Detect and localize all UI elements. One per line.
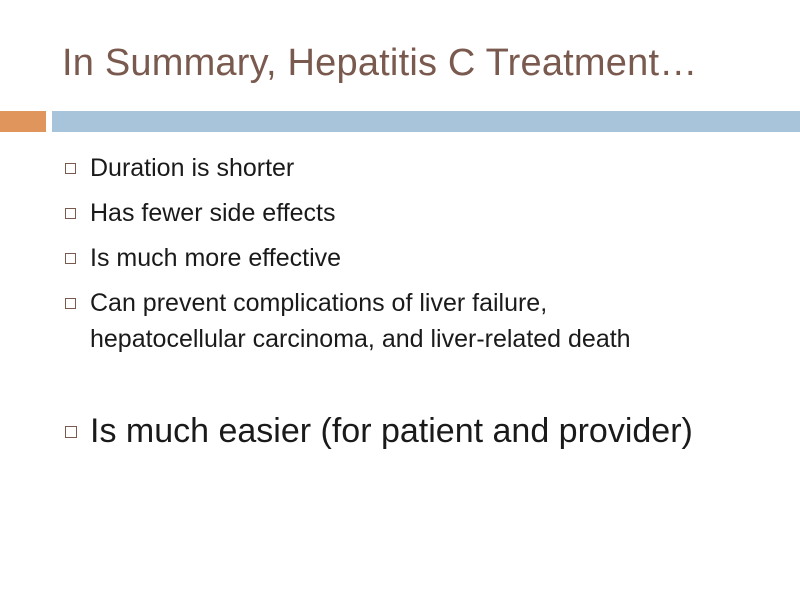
bullet-list <box>62 150 782 453</box>
bullet-item <box>62 195 782 231</box>
checkbox-square-icon <box>65 253 76 264</box>
highlight-bullet-text: Is much easier (for patient and provider) <box>90 412 693 450</box>
bullet-item <box>62 285 782 357</box>
checkbox-square-icon <box>65 298 76 309</box>
title-accent-bar-orange <box>0 111 46 132</box>
checkbox-square-icon <box>65 163 76 174</box>
checkbox-square-icon <box>65 426 77 438</box>
bullet-text: Has fewer side effects <box>90 199 336 227</box>
slide-title: In Summary, Hepatitis C Treatment… <box>62 42 698 84</box>
highlight-bullet-item <box>62 409 782 453</box>
bullet-text-line2: hepatocellular carcinoma, and liver-related death <box>90 325 631 353</box>
checkbox-square-icon <box>65 208 76 219</box>
bullet-item <box>62 240 782 276</box>
bullet-text: Is much more effective <box>90 244 342 272</box>
bullet-text: Duration is shorter <box>90 154 295 182</box>
bullet-text-line1: Can prevent complications of liver failure, <box>90 289 548 317</box>
title-accent-bar-blue <box>52 111 800 132</box>
bullet-item <box>62 150 782 186</box>
